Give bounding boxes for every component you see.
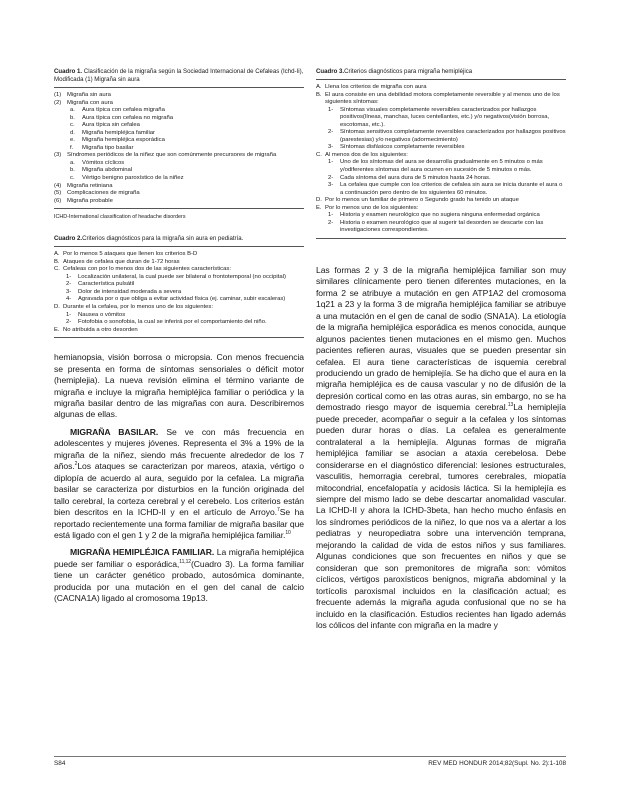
list-item-marker: 3-	[66, 288, 72, 295]
list-item	[54, 312, 304, 320]
list-item-marker: 1-	[328, 212, 334, 219]
list-item-text: Síntomas disfásicos completamente reversibles	[340, 144, 465, 151]
page-number: S84	[54, 760, 66, 767]
list-item	[316, 197, 566, 205]
list-item-text: Localización unilateral, la cual puede ser bilateral o frontotemporal (no occipital)	[78, 273, 286, 280]
list-item	[316, 212, 566, 220]
list-item	[54, 145, 304, 153]
list-item-marker: a.	[70, 159, 75, 166]
list-item-marker: c.	[70, 122, 75, 129]
list-item-marker: 1-	[66, 311, 72, 318]
list-item-text: Llena los criterios de migraña con aura	[325, 84, 427, 90]
list-item	[316, 84, 566, 92]
list-item-marker: c.	[70, 175, 75, 182]
citation: 11,12	[179, 558, 191, 565]
list-item-text: Migraña tipo basilar	[82, 144, 134, 151]
list-item-text: Vómitos cíclicos	[82, 159, 125, 166]
list-item	[316, 92, 566, 107]
list-item-text: La cefalea que cumple con los criterios de cefalea sin aura se inicia durante el aura o a continuación pero dentro de los siguientes 60 minutos.	[340, 182, 563, 196]
list-item	[316, 205, 566, 213]
list-item	[54, 289, 304, 297]
cuadro-2-title: Cuadro 2.Criterios diagnósticos para la migraña sin aura en pediatría.	[54, 235, 244, 243]
list-item	[54, 183, 304, 191]
list-item	[54, 130, 304, 138]
cuadro-3-title: Cuadro 3.Criterios diagnósticos para migraña hemipléjica	[316, 68, 473, 75]
cuadro-2-list	[54, 251, 304, 334]
divider	[54, 87, 304, 88]
list-item-text: Durante el la cefalea, por lo menos uno de los siguientes:	[63, 304, 213, 311]
list-item	[54, 198, 304, 206]
paragraph: Las formas 2 y 3 de la migraña hemipléjica familiar son muy similares clínicamente pero tienen diferentes mutaciones, en la forma 2 se atribuye a mutación en gen ATP1A2 del cromosoma 1q21 a 23 y la forma 3 de migraña hemipléjica familiar se atribuye a una mutación en el gen de canal de sodio (SNA1A). La etiología de la migraña hemipléjica esporádica es menos conocida, aunque algunos pacientes tienen mutaciones en el mismo gen. Muchos pacientes refieren auras, visuales que se pueden presentar sin cefalea. El aura tiene características de isquemia cerebral produciendo un grado de hemiplejía. Se ha dicho que el aura en la migraña hemipléjica es de causa vascular y no de difusión de la depresión cortical como en las otras auras, sin embargo, no se ha demostrado riesgo mayor de isquemia cerebral.$^{13}$La hemiplejía puede preceder, acompañar o seguir a la cefalea y los síntomas pueden durar horas o días. La cefalea es generalmente contralateral a la hemiplejía. Algunas formas de migraña hemipléjica familiar se asocian a ataxia cerebelosa. Debe considerarse en el diagnóstico diferencial: lesiones estructurales, vasculitis, hemorragia cerebral, tumores cerebrales, miopatía mitocondrial, encefalopatía y acidosis láctica. Si la hemiplejía es siempre del mismo lado se debe descartar anomalidad vascular. La ICHD-II y ahora la ICHD-3beta, han hecho mucho énfasis en los síndromes periódicos de la niñez, lo que nos va a alertar a los pediatras y neuropediatra sobre una intervención temprana, mejorando la calidad de vida de estos niños y sus familiares. Algunas condiciones que son frecuentes en niños y que se consideran que son premonitores de migraña son: vómitos cíclicos, vértigos paroxísticos benignos, migraña abdominal y la tortícolis paroxismal incluidos en la clasificación actual; es frecuente además la migraña aguda confusional que no se ha incluido en la clasificación. Estudios recientes han ligado además los cólicos del infante con migraña en la madre y	[316, 264, 566, 630]
list-item-marker: B.	[316, 91, 322, 98]
list-item	[54, 100, 304, 108]
list-item	[54, 266, 304, 274]
list-item-marker: 2-	[66, 281, 72, 288]
list-item-marker: C.	[316, 151, 322, 158]
divider	[54, 246, 304, 247]
list-item-marker: 2-	[328, 174, 334, 181]
list-item-marker: b.	[70, 114, 75, 121]
list-item-text: Migraña hemipléjica esporádica	[82, 137, 165, 144]
section-heading: MIGRAÑA BASILAR.	[70, 426, 159, 437]
cuadro-3	[316, 68, 566, 239]
list-item	[54, 304, 304, 312]
list-item-text: Al menos dos de los siguientes:	[325, 151, 408, 158]
list-item	[54, 190, 304, 198]
footer-divider	[54, 756, 566, 757]
list-item-marker: (1)	[54, 92, 62, 98]
left-column	[54, 68, 304, 605]
divider	[54, 337, 304, 338]
list-item-marker: (4)	[54, 182, 62, 189]
citation: 10	[285, 530, 291, 537]
list-item-marker: E.	[316, 204, 322, 211]
list-item	[54, 274, 304, 282]
list-item-marker: 1-	[66, 273, 72, 280]
cuadro-3-list	[316, 84, 566, 235]
list-item-marker: (2)	[54, 99, 62, 106]
list-item	[54, 107, 304, 115]
list-item-text: Por lo menos 5 ataques que llenen los criterios B-D	[63, 251, 198, 258]
list-item-text: Dolor de intensidad moderada a severa	[78, 288, 182, 295]
list-item-marker: D.	[54, 304, 60, 311]
list-item-text: Característica pulsátil	[78, 281, 135, 288]
list-item-text: Aura típica sin cefalea	[82, 122, 140, 129]
divider	[316, 79, 566, 80]
list-item	[54, 152, 304, 160]
list-item	[54, 115, 304, 123]
paragraph: hemianopsia, visión borrosa o micropsia. Con menos frecuencia se presenta en forma de síntomas sensoriales o déficit motor (hemiplejia). La nueva revisión elimina el término variante de migraña e incluye la migraña hemipléjica familiar o periódica y la migraña basilar dentro de las migrañas con aura. Describiremos algunas de ellas.	[54, 352, 304, 420]
list-item-marker: d.	[70, 129, 75, 136]
cuadro-1-title: Cuadro 1. Clasificación de la migraña según la Sociedad Internacional de Cefaleas (Ichd-Ii), Modificada (1) Migraña sin aura	[54, 68, 304, 83]
list-item-text: Cefaleas con por lo menos dos de las siguientes características:	[63, 266, 231, 273]
list-item-text: Aura típica con cefalea migraña	[82, 107, 165, 114]
list-item-text: Ataques de cefalea que duran de 1-72 horas	[63, 258, 180, 265]
list-item	[316, 144, 566, 152]
divider	[316, 238, 566, 239]
list-item-marker: 2-	[328, 219, 334, 226]
paragraph: MIGRAÑA BASILAR. Se ve con más frecuencia en adolescentes y mujeres jóvenes. Representa el 3% a 19% de la migraña de la niñez, siendo más frecuente alrededor de los 7 años.$^2$Los ataques se caracterizan por mareos, ataxia, vértigo o diplopía de acuerdo al aura, seguido por la cefalea. La migraña basilar se caracteriza por disturbios en la función originada del tallo cerebral, la corteza cerebral y el cerebelo. Los criterios están bien descritos en la ICHD-II y en el artículo de Arroyo.$^7$Se ha reportado recientemente una forma familiar de migraña basilar que está ligado con el gen 1 y 2 de la migraña hemipléjica familiar.$^{10}$	[54, 426, 304, 541]
list-item-text: Migraña sin aura	[67, 92, 111, 98]
list-item-text: Vértigo benigno paroxístico de la niñez	[82, 175, 184, 182]
list-item	[54, 281, 304, 289]
list-item-text: Migraña con aura	[67, 99, 113, 106]
list-item-text: Por lo menos uno de los siguientes:	[325, 204, 419, 211]
list-item	[54, 251, 304, 259]
list-item-marker: (6)	[54, 197, 62, 204]
list-item	[316, 107, 566, 130]
list-item	[54, 92, 304, 100]
list-item-text: Nausea o vómitos	[78, 311, 126, 318]
divider	[54, 208, 304, 209]
list-item-marker: b.	[70, 167, 75, 174]
list-item-text: Migraña probable	[67, 197, 113, 204]
list-item-marker: a.	[70, 107, 75, 114]
list-item-text: Fotofobia o sonofobia, la cual se inferirá por el comportamiento del niño.	[78, 319, 267, 326]
paragraph: MIGRAÑA HEMIPLÉJICA FAMILIAR. La migraña hemipléjica puede ser familiar o esporádica,$^{11,12}$(Cuadro 3). La forma familiar tiene un carácter genético probado, autosómica dominante, producida por una mutación en el gen del canal de calcio (CACNA1A) ligado al cromosoma 19p13.	[54, 547, 305, 604]
list-item-marker: 2-	[66, 319, 72, 326]
list-item-text: Síntomas visuales completamente reversibles caracterizados por hallazgos positivos(líneas, manchas, luces centellantes, etc.) y/o negativos(visión borrosa, escotomas, etc.).	[340, 106, 550, 128]
list-item	[316, 182, 566, 197]
list-item	[54, 259, 304, 267]
list-item	[54, 327, 304, 335]
list-item-marker: C.	[54, 266, 60, 273]
list-item-text: Aura típica con cefalea no migraña	[82, 114, 174, 121]
cuadro-2	[54, 235, 304, 338]
list-item-marker: A.	[316, 84, 322, 90]
list-item	[316, 220, 566, 235]
list-item-marker: 1-	[328, 106, 334, 113]
list-item-text: Complicaciones de migraña	[67, 190, 140, 197]
list-item	[54, 296, 304, 304]
list-item	[54, 319, 304, 327]
list-item-marker: 4-	[66, 296, 72, 303]
list-item	[54, 137, 304, 145]
list-item-marker: 3-	[328, 182, 334, 189]
list-item-text: Síndromes periódicos de la niñez que son comúnmente precursores de migraña	[67, 152, 277, 159]
section-heading: MIGRAÑA HEMIPLÉJICA FAMILIAR.	[70, 547, 215, 558]
list-item	[54, 167, 304, 175]
list-item-text: Por lo menos un familiar de primero o Segundo grado ha tenido un ataque	[325, 197, 519, 204]
list-item-text: Uno de los síntomas del aura se desarrolla gradualmente en 5 minutos o más y/odiferentes síntomas del aura ocurren en sucesión de 5 minutos o más.	[340, 159, 543, 174]
list-item-marker: 1-	[328, 159, 334, 166]
list-item-text: Historia y examen neurológico que no sugiera ninguna enfermedad orgánica	[340, 212, 540, 219]
list-item-text: Migraña abdominal	[82, 167, 133, 174]
list-item-marker: B.	[54, 258, 60, 265]
right-body-text	[316, 265, 566, 632]
left-body-text	[54, 352, 304, 605]
list-item-marker: 3-	[328, 144, 334, 151]
list-item-marker: A.	[54, 251, 60, 258]
list-item-text: Cada síntoma del aura dura de 5 minutos hasta 24 horas.	[340, 174, 491, 181]
journal-citation: REV MED HONDUR 2014;82(Supl. No. 2):1-108	[428, 760, 566, 767]
list-item-text: Migraña hemipléjica familiar	[82, 129, 156, 136]
cuadro-1-list	[54, 92, 304, 205]
citation: 2	[74, 461, 78, 468]
list-item-marker: D.	[316, 197, 322, 204]
list-item-marker: E.	[54, 326, 60, 333]
list-item	[316, 159, 566, 174]
list-item-text: Agravada por o que obliga a evitar actividad física (ej. caminar, subir escaleras)	[78, 296, 286, 303]
list-item	[316, 129, 566, 144]
list-item-text: El aura consiste en una debilidad motora completamente reversible y al menos uno de los siguientes síntomas:	[325, 91, 560, 106]
right-column	[316, 68, 566, 631]
list-item	[316, 152, 566, 160]
list-item-marker: 2-	[328, 129, 334, 136]
list-item	[54, 175, 304, 183]
list-item	[316, 175, 566, 183]
list-item-text: No atribuida a otro desorden	[63, 326, 138, 333]
list-item-text: Síntomas sensitivos completamente reversibles caracterizados por hallazgos positivos (parestesias) y/o negativos (adormecimiento)	[340, 129, 566, 143]
list-item	[54, 160, 304, 168]
list-item-marker: (5)	[54, 190, 62, 197]
list-item	[54, 122, 304, 130]
list-item-marker: (3)	[54, 152, 62, 159]
list-item-marker: f.	[70, 144, 74, 151]
list-item-text: Historia o examen neurológico que al sugerir tal desorden se descarte con las investigaciones correspondientes.	[340, 219, 544, 234]
list-item-text: Migraña retiniana	[67, 182, 113, 189]
cuadro-1	[54, 68, 304, 221]
citation: 7	[276, 507, 280, 514]
citation: 13	[507, 402, 514, 409]
cuadro-1-footnote: ICHD-International classification of headache disorders	[54, 214, 186, 221]
list-item-marker: e.	[70, 137, 75, 144]
